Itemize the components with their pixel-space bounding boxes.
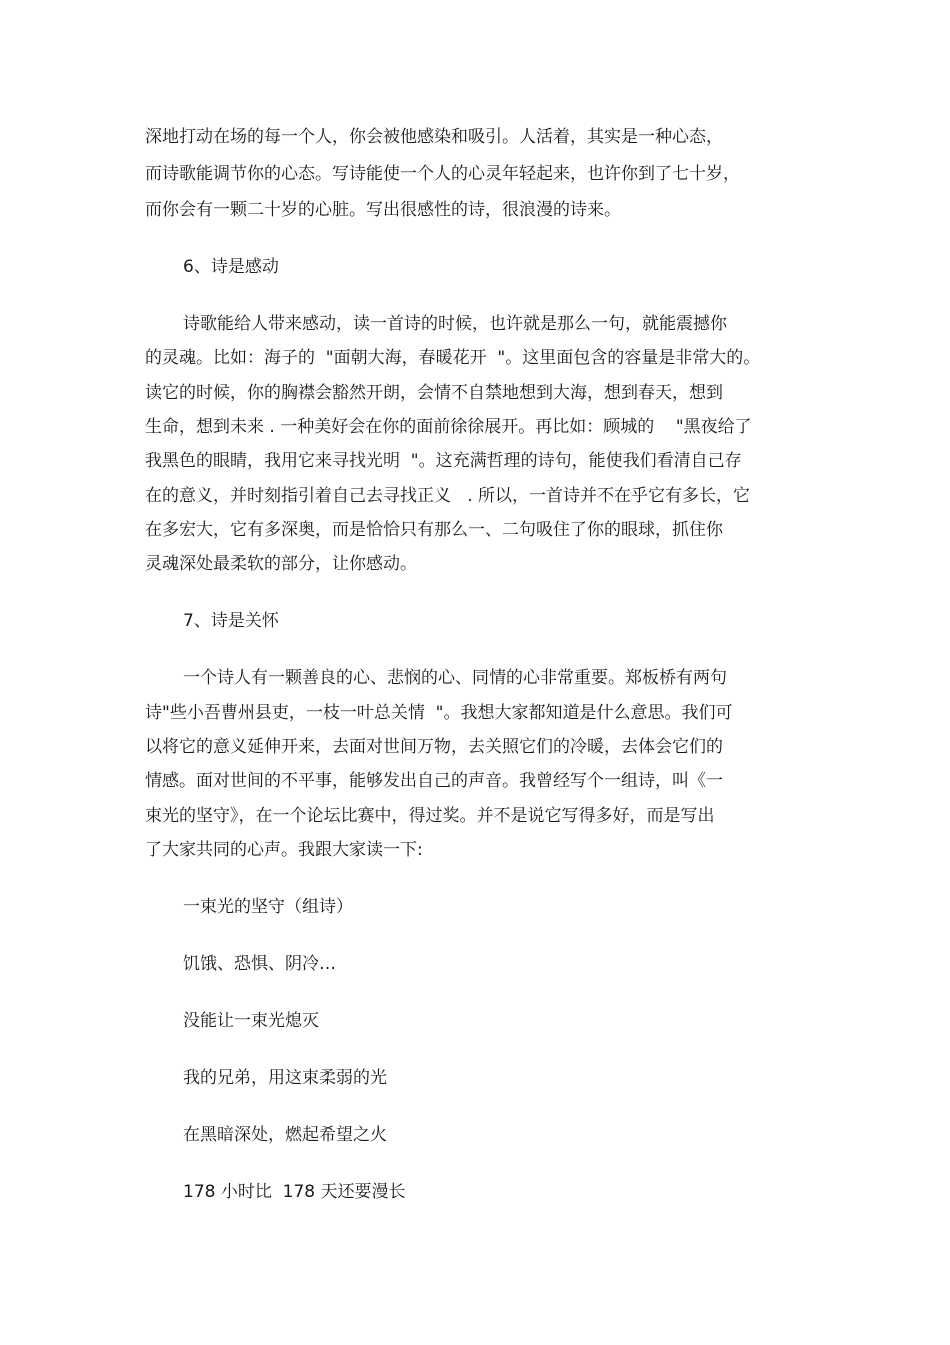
paragraph-line: 生命，想到未来 . 一种美好会在你的面前徐徐展开。再比如：顾城的 "黑夜给了	[145, 417, 752, 437]
poem-title: 一束光的坚守（组诗）	[183, 897, 353, 917]
poem-line: 我的兄弟，用这束柔弱的光	[183, 1068, 387, 1088]
paragraph-line: 灵魂深处最柔软的部分，让你感动。	[145, 554, 417, 574]
poem-line: 饥饿、恐惧、阴冷…	[183, 954, 336, 974]
paragraph-line: 而你会有一颗二十岁的心脏。写出很感性的诗，很浪漫的诗来。	[145, 200, 621, 220]
paragraph-line: 我黑色的眼睛，我用它来寻找光明 "。这充满哲理的诗句，能使我们看清自己存	[145, 451, 742, 471]
paragraph-line: 束光的坚守》，在一个论坛比赛中，得过奖。并不是说它写得多好，而是写出	[145, 806, 715, 826]
section-heading: 7、诗是关怀	[183, 611, 279, 631]
paragraph-line: 以将它的意义延伸开来，去面对世间万物，去关照它们的冷暖，去体会它们的	[145, 737, 723, 757]
poem-line: 没能让一束光熄灭	[183, 1011, 319, 1031]
paragraph-line: 诗歌能给人带来感动，读一首诗的时候，也许就是那么一句，就能震撼你	[183, 314, 727, 334]
paragraph-line: 了大家共同的心声。我跟大家读一下:	[145, 840, 423, 860]
paragraph-line: 一个诗人有一颗善良的心、悲悯的心、同情的心非常重要。郑板桥有两句	[183, 668, 727, 688]
paragraph-line: 在多宏大，它有多深奥，而是恰恰只有那么一、二句吸住了你的眼球，抓住你	[145, 520, 723, 540]
poem-line: 在黑暗深处，燃起希望之火	[183, 1125, 387, 1145]
paragraph-line: 情感。面对世间的不平事，能够发出自己的声音。我曾经写个一组诗，叫《一	[145, 771, 723, 791]
paragraph-line: 深地打动在场的每一个人，你会被他感染和吸引。人活着，其实是一种心态，	[145, 127, 723, 147]
paragraph-line: 在的意义，并时刻指引着自己去寻找正义 . 所以，一首诗并不在乎它有多长，它	[145, 486, 751, 506]
section-heading: 6、诗是感动	[183, 257, 279, 277]
paragraph-line: 而诗歌能调节你的心态。写诗能使一个人的心灵年轻起来，也许你到了七十岁，	[145, 164, 740, 184]
paragraph-line: 的灵魂。比如：海子的 "面朝大海，春暖花开 "。这里面包含的容量是非常大的。	[145, 348, 761, 368]
poem-line: 178 小时比 178 天还要漫长	[183, 1182, 406, 1202]
paragraph-line: 读它的时候，你的胸襟会豁然开朗，会情不自禁地想到大海，想到春天，想到	[145, 383, 723, 403]
paragraph-line: 诗"些小吾曹州县吏，一枝一叶总关情 "。我想大家都知道是什么意思。我们可	[145, 703, 733, 723]
